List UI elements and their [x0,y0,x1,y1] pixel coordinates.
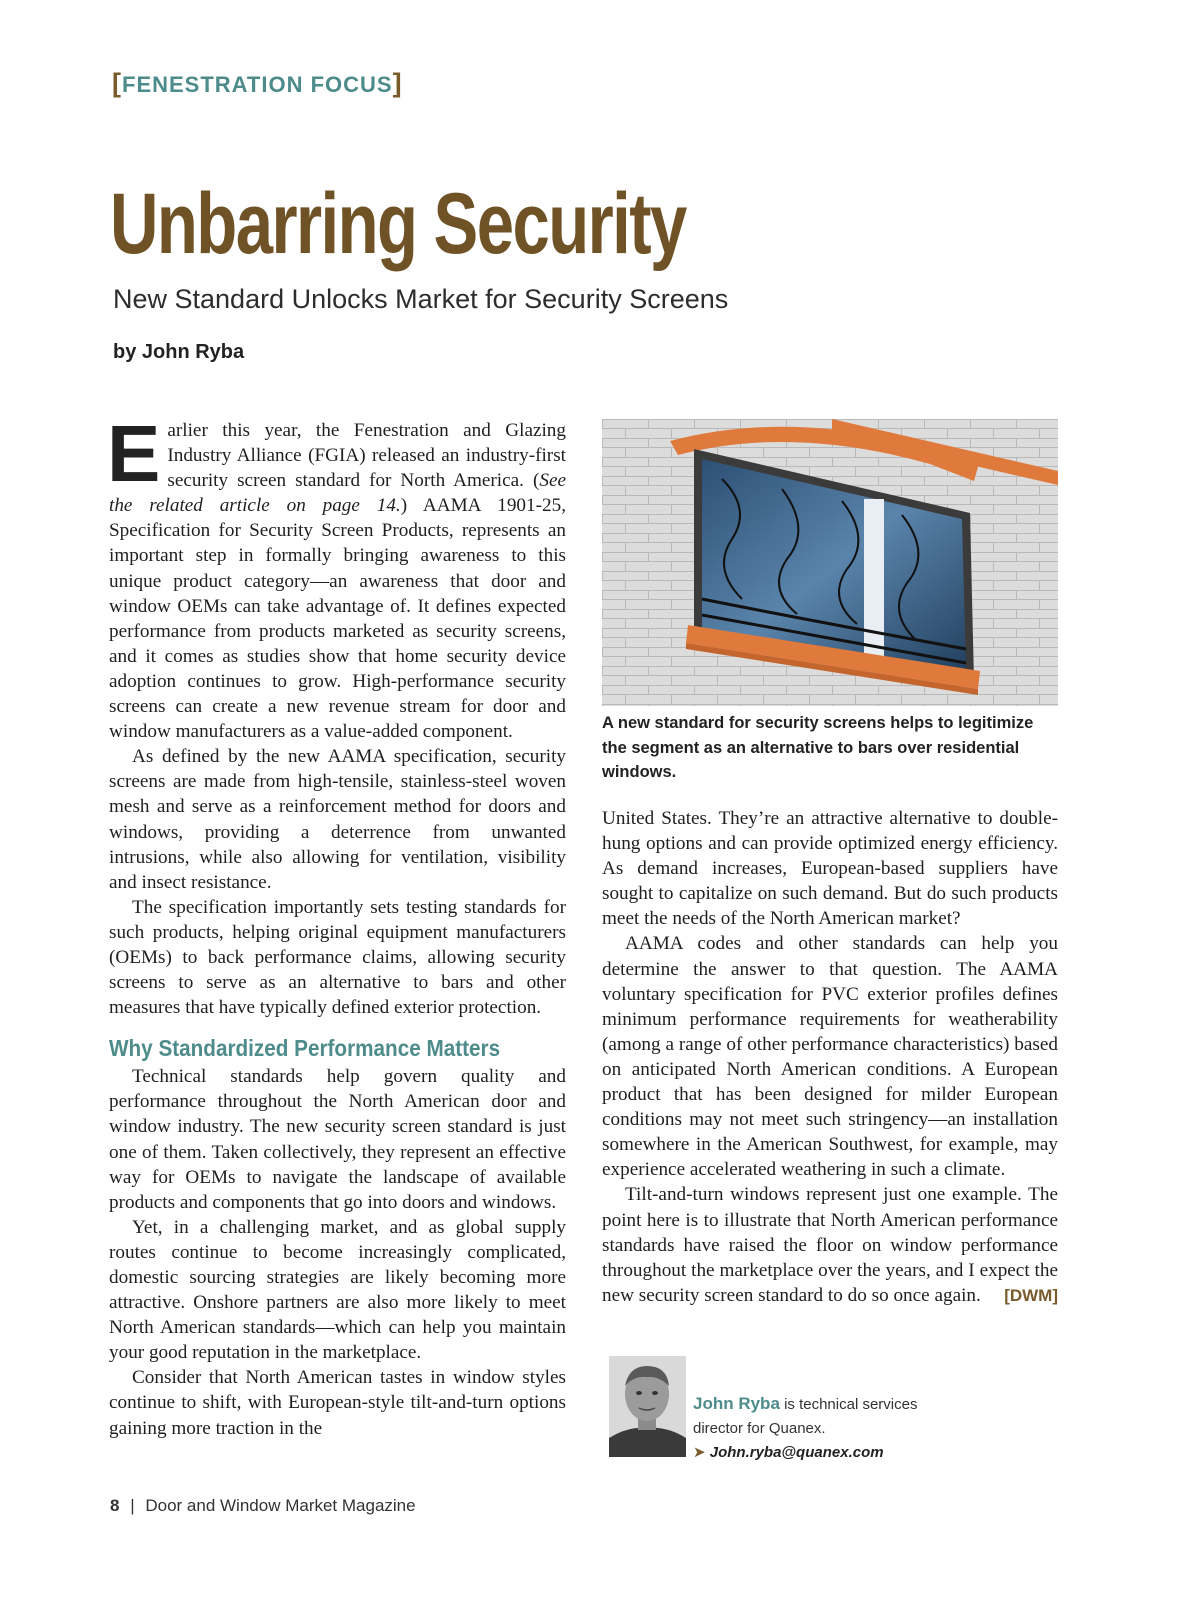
paragraph-6-continued: United States. They’re an attractive alternative to double-hung options and can provide optimized energy efficiency. As demand increases, European-based suppliers have sought to capitalize on such demand. But do such products meet the needs of the North American market? [602,808,1058,930]
page-number: 8 [110,1496,120,1515]
paragraph-7: AAMA codes and other standards can help you determine the answer to that question. The AAMA voluntary specification for PVC exterior profiles defines minimum performance requirements for weatherability (among a range of other performance characteristics) based on anticipated North American conditions. A European product that has been designed for milder European conditions may not meet such stringency—an installation somewhere in the American Southwest, for example, may experience accelerated weathering in such a climate. [602,933,1058,1181]
paragraph-2: As defined by the new AAMA specification, security screens are made from high-tensile, stainless-steel woven mesh and serve as a reinforcement method for doors and windows, providing a deterrence from unwanted intrusions, while also allowing for ventilation, visibility and insect resistance. [109,746,566,893]
page-footer [110,1496,416,1516]
paragraph-8: Tilt-and-turn windows represent just one example. The point here is to illustrate that North American performance standards have raised the floor on window performance throughout the marketplace over the years, and I expect the new security screen standard to do so once again. [DWM] [602,1182,1058,1307]
paragraph-6: Consider that North American tastes in window styles continue to shift, with European-style tilt-and-turn options gaining more traction in the [109,1367,566,1439]
article-title: Unbarring Security [110,176,686,272]
author-role: director for Quanex. [693,1420,826,1437]
drop-cap: E [107,409,161,498]
section-kicker [112,68,403,99]
end-mark: [DWM] [1004,1285,1058,1305]
related-article-note: See the related article on page 14. [109,470,566,517]
right-column [602,806,1058,1308]
bracket-close: ] [392,68,403,98]
paragraph-1: Earlier this year, the Fenestration and Glazing Industry Alliance (FGIA) released an industry-first security screen standard for North America. (See the related article on page 14.) AAMA 1901-25, Specification for Security Screen Products, represents an important step in formally bringing awareness to this unique product category—an awareness that door and window OEMs can take advantage of. It defines expected performance from products marketed as security screens, and it comes as studies show that home security device adoption continues to grow. High-performance security screens can create a new revenue stream for door and window manufacturers as a value-added component. [107,409,566,743]
section-label: FENESTRATION FOCUS [122,72,393,97]
arrow-icon: ➤ [693,1444,706,1461]
left-column [107,409,566,1441]
article-subtitle: New Standard Unlocks Market for Security Screens [113,284,729,314]
photo-caption: A new standard for security screens helps to legitimize the segment as an alternative to bars over residential windows. [602,714,1034,781]
photo-illustration [602,419,1058,706]
author-name: John Ryba [693,1394,780,1413]
section-heading: Why Standardized Performance Matters [109,1035,501,1062]
magazine-name: Door and Window Market Magazine [145,1496,416,1515]
paragraph-5: Yet, in a challenging market, and as global supply routes continue to become increasingly complicated, domestic sourcing strategies are likely becoming more attractive. Onshore partners are also more likely to meet North American standards—which can help you maintain your good reputation in the marketplace. [109,1216,566,1364]
author-email-link[interactable]: John.ryba@quanex.com [709,1444,884,1461]
author-headshot [609,1356,686,1457]
article-byline: by John Ryba [113,341,245,363]
window-bars-photo [602,419,1058,706]
paragraph-4: Technical standards help govern quality and performance throughout the North American door and window industry. The new security screen standard is just one of them. Taken collectively, they represent an effective way for OEMs to navigate the landscape of available products and components that go into doors and windows. [109,1066,566,1213]
author-photo-illustration [609,1356,686,1457]
bracket-open: [ [112,68,122,98]
author-bio: John Ryba is technical services director for Quanex. ➤ John.ryba@quanex.com [693,1394,918,1461]
footer-separator: | [130,1496,135,1515]
paragraph-3: The specification importantly sets testing standards for such products, helping original equipment manufacturers (OEMs) to back performance claims, allowing security screens to serve as an alternative to bars and other measures that have typically defined exterior protection. [109,896,566,1019]
